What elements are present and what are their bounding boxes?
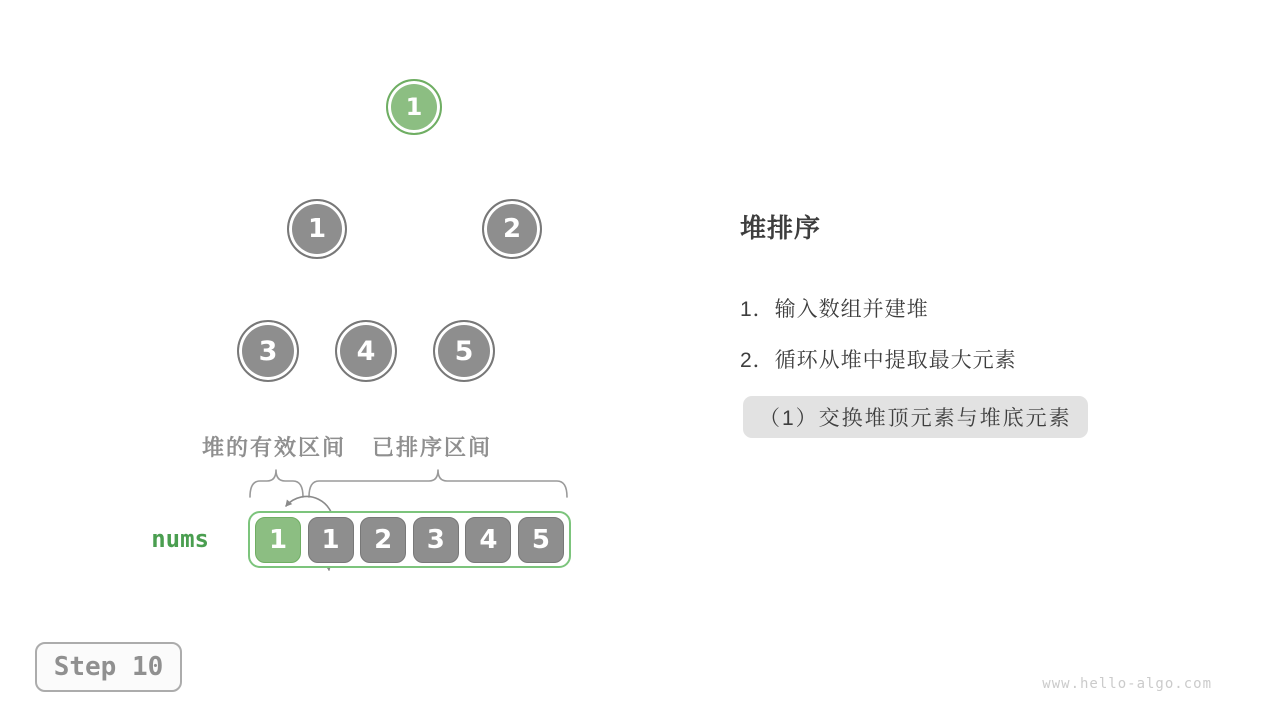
step-item-highlighted: （1）交换堆顶元素与堆底元素	[743, 396, 1088, 438]
nums-array	[248, 511, 571, 568]
algorithm-steps-list	[740, 294, 1160, 438]
explanation-panel	[740, 208, 1160, 461]
tree-node: 5	[433, 320, 495, 382]
nums-array-label: nums	[151, 525, 209, 553]
array-cell: 2	[360, 517, 406, 563]
step-item: 2．循环从堆中提取最大元素	[740, 349, 1017, 372]
watermark: www.hello-algo.com	[1042, 676, 1212, 692]
step-item: 1．输入数组并建堆	[740, 298, 929, 321]
array-cell: 5	[518, 517, 564, 563]
sorted-range-label: 已排序区间	[372, 435, 493, 460]
array-cell: 4	[465, 517, 511, 563]
tree-node: 4	[335, 320, 397, 382]
array-cell: 3	[413, 517, 459, 563]
heap-range-brace	[250, 470, 303, 497]
tree-node: 1	[386, 79, 442, 135]
heap-range-label: 堆的有效区间	[202, 435, 347, 460]
panel-title: 堆排序	[740, 213, 822, 243]
array-cell: 1	[255, 517, 301, 563]
tree-node: 3	[237, 320, 299, 382]
tree-node: 2	[482, 199, 542, 259]
tree-node: 1	[287, 199, 347, 259]
step-badge: Step 10	[35, 642, 182, 692]
sorted-range-brace	[309, 470, 567, 497]
array-cell: 1	[308, 517, 354, 563]
